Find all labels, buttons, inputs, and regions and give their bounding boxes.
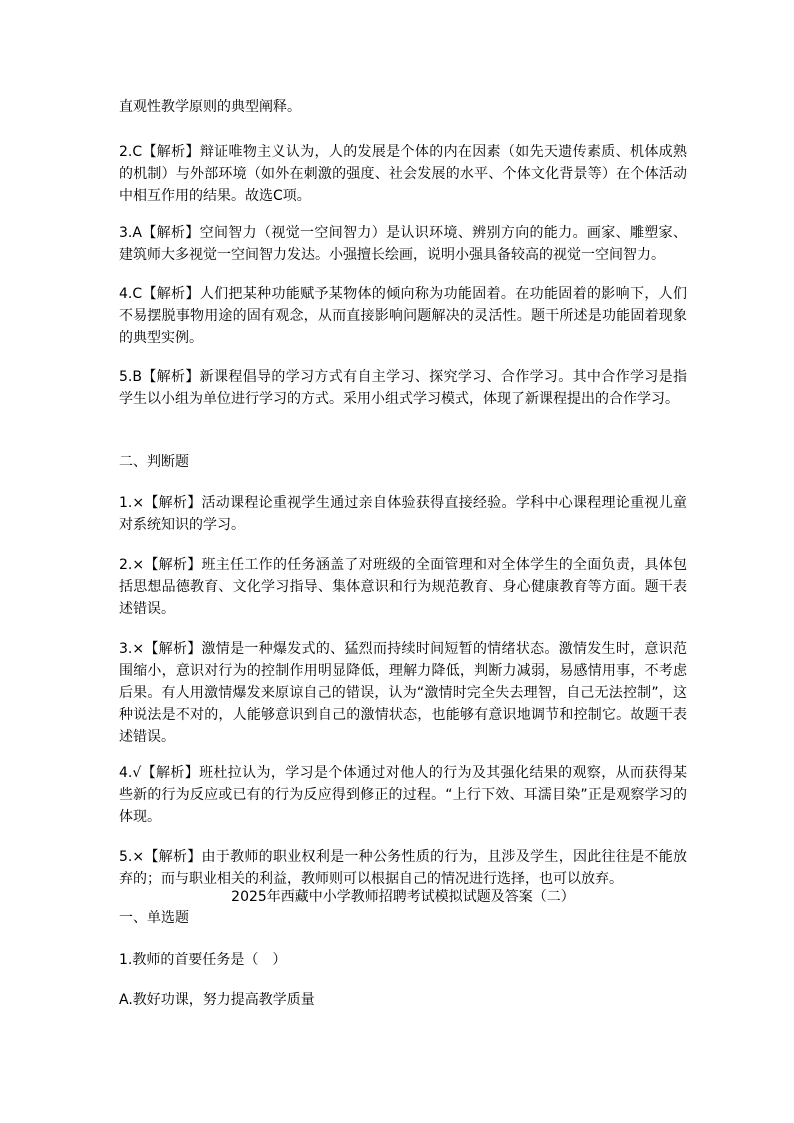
answer-explanation: 4.√【解析】班杜拉认为，学习是个体通过对他人的行为及其强化结果的观察，从而获得某些新的行为反应或已有的行为反应得到修正的过程。“上行下效、耳濡目染”正是观察学习的体现。 bbox=[119, 765, 687, 825]
answer-explanation: 1.×【解析】活动课程论重视学生通过亲自体验获得直接经验。学科中心课程理论重视儿童对系统知识的学习。 bbox=[119, 495, 687, 533]
answer-explanation: 3.A【解析】空间智力（视觉一空间智力）是认识环境、辨别方向的能力。画家、雕塑家、建筑师大多视觉一空间智力发达。小强擅长绘画，说明小强具备较高的视觉一空间智力。 bbox=[119, 225, 687, 263]
answer-explanation: 2.C【解析】辩证唯物主义认为，人的发展是个体的内在因素（如先天遗传素质、机体成熟的机制）与外部环境（如外在刺激的强度、社会发展的水平、个体文化背景等）在个体活动中相互作用的结果。故选C项。 bbox=[119, 144, 687, 204]
answer-explanation: 2.×【解析】班主任工作的任务涵盖了对班级的全面管理和对全体学生的全面负责，具体包括思想品德教育、文化学习指导、集体意识和行为规范教育、身心健康教育等方面。题干表述错误。 bbox=[119, 557, 687, 617]
answer-explanation: 3.×【解析】激情是一种爆发式的、猛烈而持续时间短暂的情绪状态。激情发生时，意识范围缩小，意识对行为的控制作用明显降低，理解力降低，判断力减弱，易感情用事，不考虑后果。有人用激情爆发来原谅自己的错误，认为“激情时完全失去理智，自己无法控制”，这种说法是不对的，人能够意识到自己的激情状态，也能够有意识地调节和控制它。故题干表述错误。 bbox=[119, 641, 687, 745]
answer-explanation: 4.C【解析】人们把某种功能赋予某物体的倾向称为功能固着。在功能固着的影响下，人们不易摆脱事物用途的固有观念，从而直接影响问题解决的灵活性。题干所述是功能固着现象的典型实例。 bbox=[119, 286, 687, 346]
answer-explanation: 5.B【解析】新课程倡导的学习方式有自主学习、探究学习、合作学习。其中合作学习是指学生以小组为单位进行学习的方式。采用小组式学习模式，体现了新课程提出的合作学习。 bbox=[119, 369, 687, 407]
section-heading: 二、判断题 bbox=[119, 454, 189, 470]
section-heading: 一、单选题 bbox=[119, 910, 189, 926]
question: 1.教师的首要任务是（ ） bbox=[119, 952, 287, 968]
paragraph: 直观性教学原则的典型阐释。 bbox=[119, 99, 301, 115]
answer-explanation: 5.×【解析】由于教师的职业权利是一种公务性质的行为，且涉及学生，因此往往是不能放弃的；而与职业相关的利益，教师则可以根据自己的情况进行选择，也可以放弃。 bbox=[119, 849, 687, 887]
document-title: 2025年西藏中小学教师招聘考试模拟试题及答案（二） bbox=[231, 889, 575, 905]
option-a: A.教好功课，努力提高教学质量 bbox=[119, 992, 315, 1008]
